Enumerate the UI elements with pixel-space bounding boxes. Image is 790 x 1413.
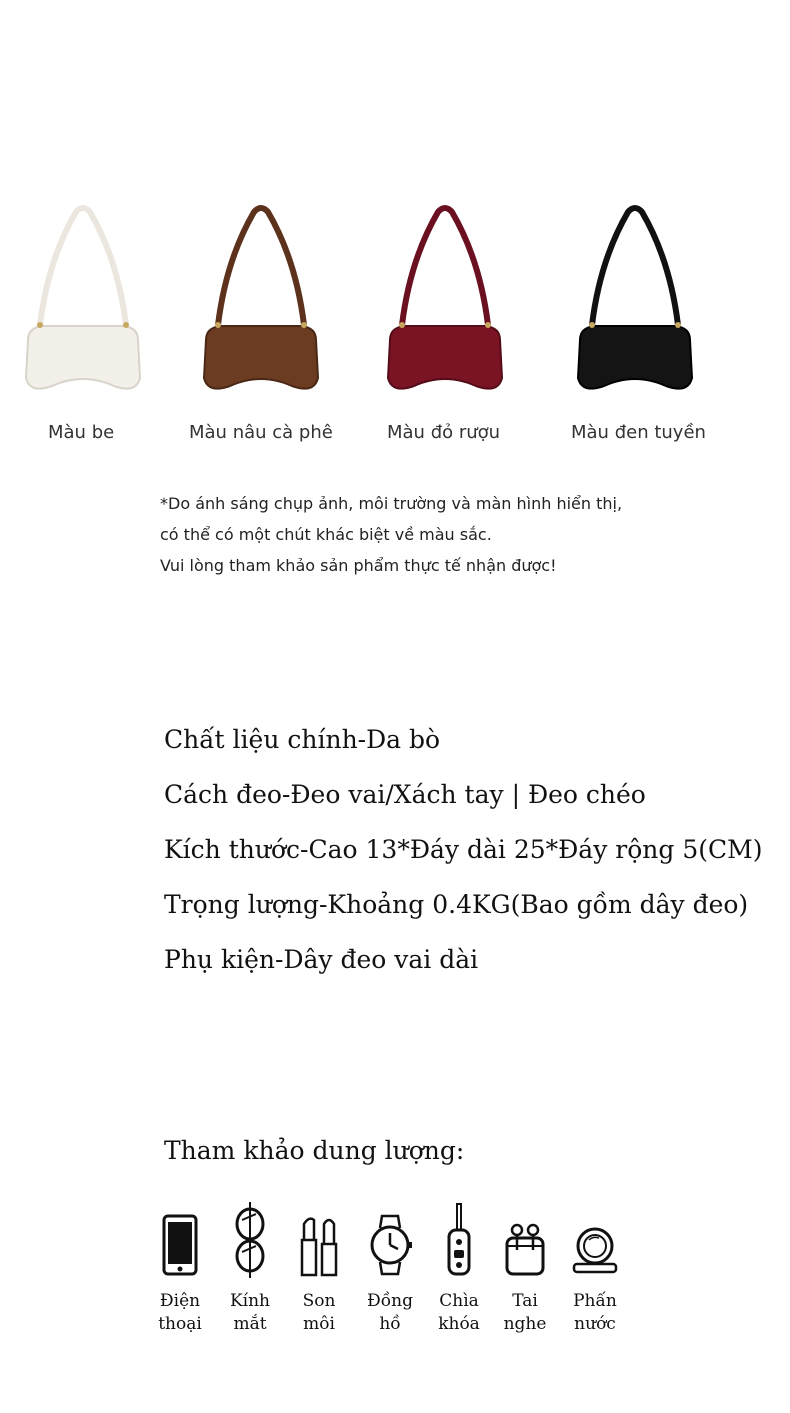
spec-dimensions: Kích thước-Cao 13*Đáy dài 25*Đáy rộng 5(CM) — [164, 835, 763, 864]
capacity-label: Son môi — [302, 1291, 336, 1334]
disclaimer-line: Vui lòng tham khảo sản phẩm thực tế nhận được! — [160, 556, 557, 575]
disclaimer-line: *Do ánh sáng chụp ảnh, môi trường và màn hình hiển thị, — [160, 494, 623, 513]
disclaimer-line: có thể có một chút khác biệt về màu sắc. — [160, 525, 492, 544]
capacity-item-car-key — [429, 1200, 489, 1336]
capacity-label: Điện thoại — [158, 1291, 202, 1334]
bag-image-beige — [18, 200, 148, 405]
capacity-item-watch — [360, 1200, 420, 1336]
lipstick-icon — [294, 1200, 344, 1280]
watch-icon — [365, 1200, 415, 1280]
capacity-title: Tham khảo dung lượng: — [164, 1136, 465, 1165]
color-caption-beige: Màu be — [48, 422, 115, 443]
car-key-icon — [434, 1200, 484, 1280]
capacity-item-phone — [150, 1200, 210, 1336]
spec-weight: Trọng lượng-Khoảng 0.4KG(Bao gồm dây đeo) — [164, 890, 749, 919]
capacity-item-earbuds — [495, 1200, 555, 1336]
bag-image-wine-red — [380, 200, 510, 405]
capacity-item-lipstick — [289, 1200, 349, 1336]
capacity-item-compact-powder — [565, 1200, 625, 1336]
phone-icon — [155, 1200, 205, 1280]
capacity-icons — [150, 1200, 630, 1360]
compact-powder-icon — [570, 1200, 620, 1280]
product-specs — [164, 722, 762, 997]
capacity-item-sunglasses — [220, 1200, 280, 1336]
capacity-label: Đồng hồ — [367, 1291, 413, 1334]
capacity-label: Kính mắt — [229, 1291, 271, 1334]
bag-image-coffee-brown — [196, 200, 326, 405]
spec-material: Chất liệu chính-Da bò — [164, 725, 441, 754]
color-caption-wine-red: Màu đỏ rượu — [387, 422, 501, 443]
color-disclaimer — [160, 488, 622, 581]
sunglasses-icon — [225, 1200, 275, 1280]
spec-accessories: Phụ kiện-Dây đeo vai dài — [164, 945, 479, 974]
capacity-label: Phấn nước — [573, 1291, 617, 1334]
bag-image-jet-black — [570, 200, 700, 405]
earbuds-icon — [500, 1200, 550, 1280]
capacity-label: Chìa khóa — [438, 1291, 480, 1334]
color-caption-jet-black: Màu đen tuyền — [571, 422, 706, 443]
spec-carry-style: Cách đeo-Đeo vai/Xách tay | Đeo chéo — [164, 780, 646, 809]
color-caption-coffee-brown: Màu nâu cà phê — [189, 422, 333, 443]
capacity-label: Tai nghe — [503, 1291, 547, 1334]
